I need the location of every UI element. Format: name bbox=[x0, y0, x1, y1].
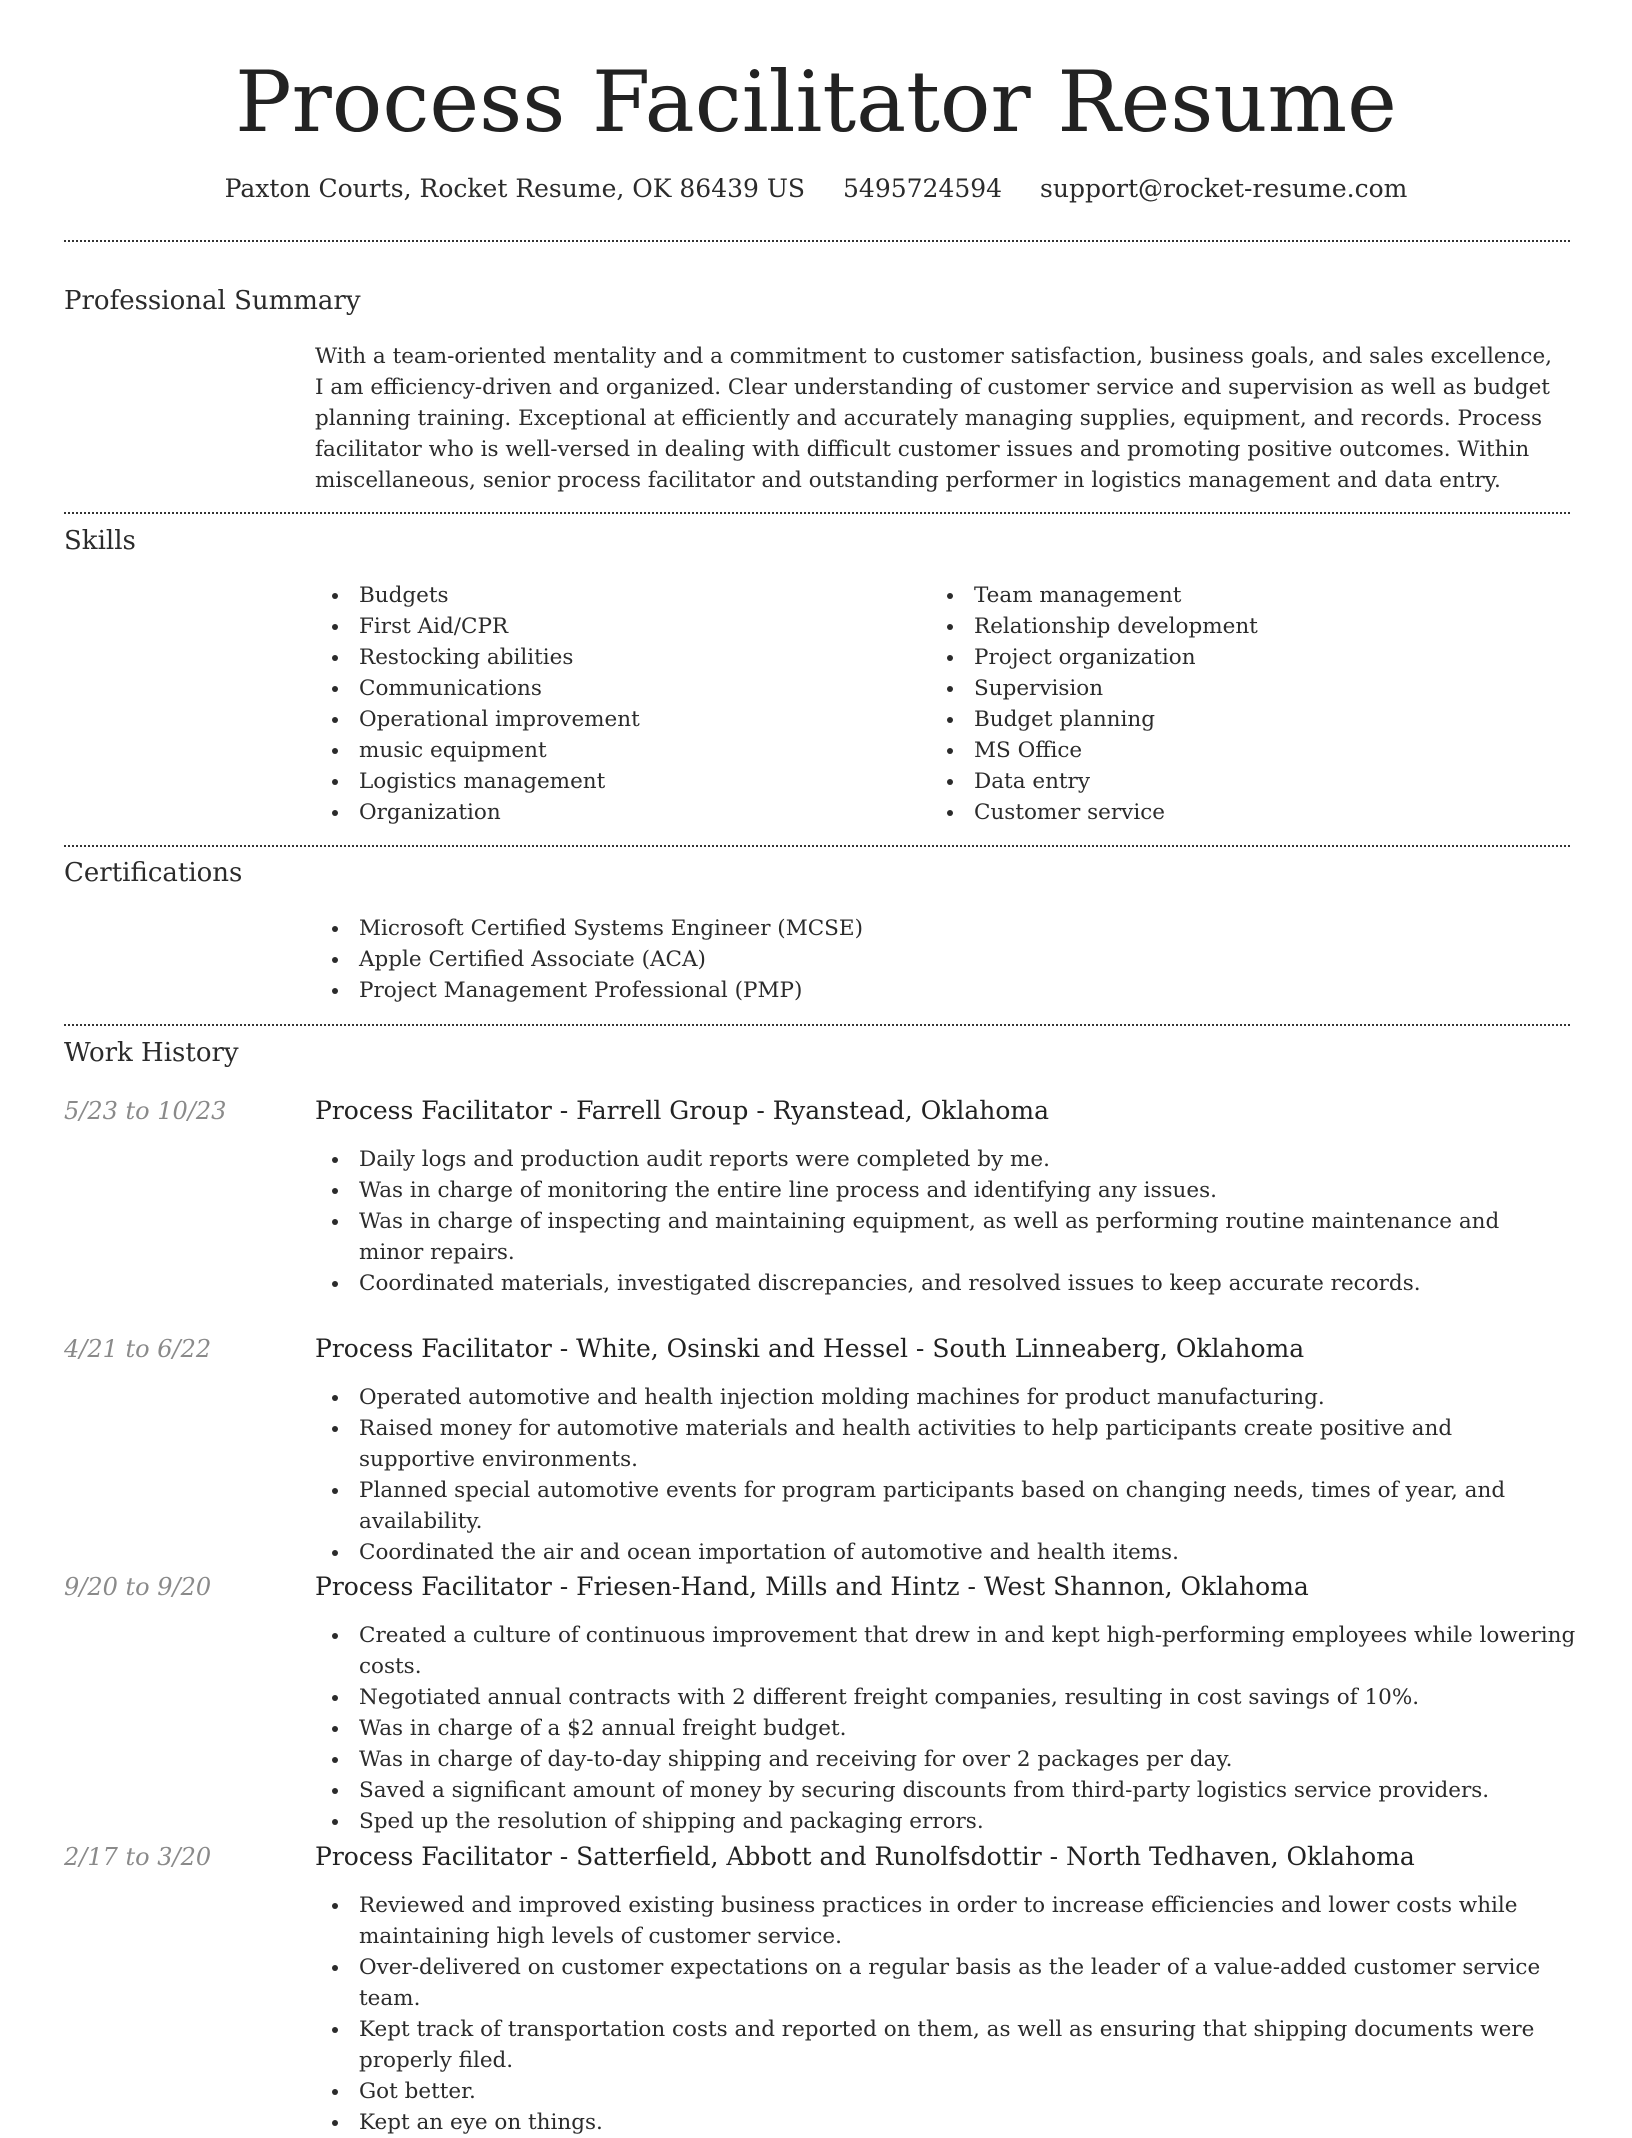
list-item: Got better. bbox=[315, 2076, 1565, 2107]
list-item: Planned special automotive events for program participants based on changing needs, times of year, and availability. bbox=[315, 1475, 1565, 1537]
list-item: Customer service bbox=[930, 797, 1530, 828]
list-item: Kept track of transportation costs and reported on them, as well as ensuring that shipping documents were properly filed. bbox=[315, 2014, 1565, 2076]
summary-text: With a team-oriented mentality and a commitment to customer satisfaction, business goals, and sales excellence, I am efficiency-driven and organized. Clear understanding of customer service and supervision as well as budget planning training. Exceptional at efficiently and accurately managing supplies, equipment, and records. Process facilitator who is well-versed in dealing with difficult customer issues and promoting positive outcomes. Within miscellaneous, senior process facilitator and outstanding performer in logistics management and data entry. bbox=[315, 344, 1552, 493]
divider bbox=[64, 1024, 1570, 1026]
list-item: Budget planning bbox=[930, 704, 1530, 735]
list-item: Raised money for automotive materials and health activities to help participants create positive and supportive environments. bbox=[315, 1413, 1565, 1475]
list-item: Negotiated annual contracts with 2 different freight companies, resulting in cost savings of 10%. bbox=[315, 1682, 1585, 1713]
list-item: Kept an eye on things. bbox=[315, 2107, 1565, 2138]
list-item: Was in charge of monitoring the entire line process and identifying any issues. bbox=[315, 1175, 1565, 1206]
list-item: Reviewed and improved existing business practices in order to increase efficiencies and lower costs while maintaining high levels of customer service. bbox=[315, 1890, 1565, 1952]
list-item: Operational improvement bbox=[315, 704, 895, 735]
job-title: Process Facilitator - Satterfield, Abbott and Runolfsdottir - North Tedhaven, Oklahoma bbox=[315, 1842, 1415, 1871]
list-item: Team management bbox=[930, 580, 1530, 611]
job-bullets bbox=[315, 1890, 1565, 2138]
list-item: Saved a significant amount of money by securing discounts from third-party logistics service providers. bbox=[315, 1775, 1585, 1806]
job-bullets bbox=[315, 1144, 1565, 1299]
divider bbox=[64, 845, 1570, 847]
work-history-heading: Work History bbox=[64, 1038, 239, 1068]
job-dates: 2/17 to 3/20 bbox=[64, 1843, 212, 1871]
list-item: Sped up the resolution of shipping and packaging errors. bbox=[315, 1806, 1585, 1837]
job-title: Process Facilitator - White, Osinski and Hessel - South Linneaberg, Oklahoma bbox=[315, 1334, 1305, 1363]
list-item: Project Management Professional (PMP) bbox=[315, 975, 1565, 1006]
list-item: First Aid/CPR bbox=[315, 611, 895, 642]
list-item: Project organization bbox=[930, 642, 1530, 673]
list-item: Supervision bbox=[930, 673, 1530, 704]
skills-list-left bbox=[315, 580, 895, 828]
certifications-list bbox=[315, 913, 1565, 1006]
list-item: Created a culture of continuous improvement that drew in and kept high-performing employees while lowering costs. bbox=[315, 1620, 1585, 1682]
list-item: Was in charge of inspecting and maintaining equipment, as well as performing routine maintenance and minor repairs. bbox=[315, 1206, 1565, 1268]
skills-heading: Skills bbox=[64, 526, 136, 556]
list-item: Communications bbox=[315, 673, 895, 704]
job-dates: 4/21 to 6/22 bbox=[64, 1335, 212, 1363]
phone: 5495724594 bbox=[843, 174, 1003, 203]
divider bbox=[64, 240, 1570, 242]
email: support@rocket-resume.com bbox=[1040, 174, 1408, 203]
list-item: music equipment bbox=[315, 735, 895, 766]
list-item: Daily logs and production audit reports were completed by me. bbox=[315, 1144, 1565, 1175]
list-item: Operated automotive and health injection molding machines for product manufacturing. bbox=[315, 1382, 1565, 1413]
job-dates: 9/20 to 9/20 bbox=[64, 1573, 212, 1601]
list-item: Logistics management bbox=[315, 766, 895, 797]
list-item: MS Office bbox=[930, 735, 1530, 766]
job-title: Process Facilitator - Friesen-Hand, Mills and Hintz - West Shannon, Oklahoma bbox=[315, 1572, 1309, 1601]
skills-list-right bbox=[930, 580, 1530, 828]
list-item: Apple Certified Associate (ACA) bbox=[315, 944, 1565, 975]
list-item: Restocking abilities bbox=[315, 642, 895, 673]
job-dates: 5/23 to 10/23 bbox=[64, 1097, 227, 1125]
certifications-heading: Certifications bbox=[64, 858, 243, 888]
list-item: Relationship development bbox=[930, 611, 1530, 642]
divider bbox=[64, 512, 1570, 514]
resume-title: Process Facilitator Resume bbox=[235, 53, 1397, 151]
list-item: Data entry bbox=[930, 766, 1530, 797]
job-bullets bbox=[315, 1382, 1565, 1568]
address: Paxton Courts, Rocket Resume, OK 86439 US bbox=[224, 174, 806, 203]
contact-line bbox=[0, 171, 1632, 207]
list-item: Was in charge of day-to-day shipping and receiving for over 2 packages per day. bbox=[315, 1744, 1585, 1775]
summary-heading: Professional Summary bbox=[64, 286, 361, 316]
job-bullets bbox=[315, 1620, 1585, 1837]
list-item: Budgets bbox=[315, 580, 895, 611]
list-item: Coordinated materials, investigated discrepancies, and resolved issues to keep accurate records. bbox=[315, 1268, 1565, 1299]
job-title: Process Facilitator - Farrell Group - Ryanstead, Oklahoma bbox=[315, 1096, 1050, 1125]
list-item: Over-delivered on customer expectations on a regular basis as the leader of a value-added customer service team. bbox=[315, 1952, 1565, 2014]
list-item: Microsoft Certified Systems Engineer (MCSE) bbox=[315, 913, 1565, 944]
list-item: Organization bbox=[315, 797, 895, 828]
list-item: Coordinated the air and ocean importation of automotive and health items. bbox=[315, 1537, 1565, 1568]
list-item: Was in charge of a $2 annual freight budget. bbox=[315, 1713, 1585, 1744]
